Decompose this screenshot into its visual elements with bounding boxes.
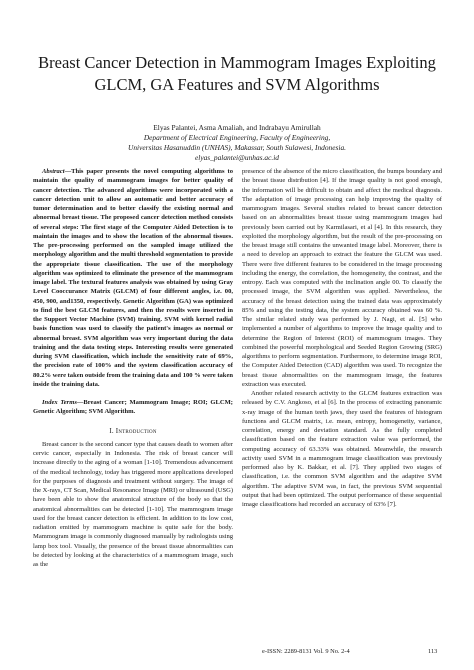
paper-title: Breast Cancer Detection in Mammogram Images Exploiting GLCM, GA Features and SVM Algorithms [38,53,436,94]
introduction-paragraph-1: Breast cancer is the second cancer type that causes death to women after cervic cancer, especially in Indonesia. The risk of breast cancer will increase directly to the aging of a woman [1-10]. Tremendous advancement of the medical technology, today has triggered more applications developed for the purposes of diagnosis and treatment without surgery. The image of the X-rays, CT Scan, Medical Resonance Image (MRI) or ultrasound (USG) have been able to show the anatomical structure of the body so that the anatomical abnormalities can be detected [1-10]. The mammogram image used for the breast cancer detection is efficient. In addition to its low cost, radiation emitted by mammogram machine is quite safe for the body. Mammogram image is commonly diagnosed manually by radiologists using lamp box tool. Visually, the presence of the breast tissue abnormalities can be detected by looking at the characteristics of a mammogram image, such as the [33,440,233,568]
section-title: Introduction [115,426,157,435]
affiliation-line-1: Department of Electrical Engineering, Faculty of Engineering, [143,133,331,142]
right-column [242,167,442,509]
introduction-paragraph-2: presence of the absence of the micro classification, the bumps boundary and the breast tissue distribution [4]. If the image quality is not good enough, the information will be difficult to obtain and affect the medical diagnosis. The adaptation of image processing can help improving the quality of mammogram images. Several studies related to breast cancer detection based on an abnormalities breast tissue using mammogram images had previously been carried out by Karmilasari, et al [4]. In this research, they exploited the morphology algorithm, but the result of the pre-processing on the breast image still contains the unwanted image label. Moreover, there is a need to develop an approach to extract the feature the GLCM was used. There were five different features to be considered in the image processing including the energy, the correlation, the homogeneity, the contrast, and the entropy. Each was computed with the inclination angle 00. To classify the processed image, the SVM algorithm was applied. Nevertheless, the accuracy of the breast detection using the trained data was approximately 85% and using the testing data, the system accuracy obtained was 60 %. The similar related study was performed by J. Nagi, et al. [5] who implemented a number of algorithms to improve the image quality and to determine the Region of Interest (ROI) of mammogram images. They combined the powerful morphological and Seeded Region Growing (SRG) algorithms to perform segmentation. Furthermore, to determine image ROI, the Computer Aided Detection (CAD) algorithm was used. To recognize the breast tissue abnormalities on the mammogram image, the features extraction was executed. [242,168,442,388]
abstract-label: Abstract [42,168,65,175]
left-column [33,167,233,569]
abstract-text: —This paper presents the novel computing algorithms to maintain the quality of mammogram images for better quality of cancer detection. The advanced algorithms were incorporated with a cancer detection unit to allow an automatic and better accuracy of tumor determination and to better classify the existing normal and abnormal breast tissue. The proposed cancer detection method consists of several steps: The first stage of the Computer Aided Detection is to maintain the images and to show the location of the abnormal tissues. The pre-processing performed on the sampled image utilized the morphology algorithm and the multi threshold segmentation to provide the appropriate tissue classification. The use of the morphology algorithm was optimized to eliminate the presence of the mammogram image label. The textural features analysis was obtained by using Gray Level Cooccurance Matrix (GLCM) of four different angles, i.e. 00, 450, 900, and1350, respectively. Genetic Algorithm (GA) was optimized to find the best GLCM features, and then the results were inserted in the Support Vector Machine (SVM) training. SVM with kernel radial basis function was used to classify the patient's images as normal or abnormal breast. SVM algorithm was very important during the data training and the data testing steps. Interesting results were generated during SVM classification, which include the sensitivity rate of 69%, the precision rate of 100% and the system classification accuracy of 80.2% were taken outside from the training data and 100 % were taken inside the training data. [33,168,233,388]
affiliation-line-2: Universitas Hasanuddin (UNHAS), Makassar, South Sulawesi, Indonesia. [127,143,346,152]
page-number: 113 [428,648,438,655]
abstract-paragraph [33,167,233,389]
index-terms [33,398,233,417]
index-terms-text: —Breast Cancer; Mammogram Image; ROI; GLCM; Genetic Algorithm; SVM Algorithm. [33,399,233,416]
section-heading-introduction [33,427,233,436]
introduction-paragraph-3: Another related research activity to the GLCM features extraction was released by C.V. Angkoso, et al [6]. In the process of extracting panoramic x-ray image of the human teeth jaws, they used the features of histogram functions and GLCM matrix, i.e. mean, entropy, homogeneity, variance, correlation, energy and deviation standard. As the fully completed classification based on the feature extraction value was performed, the computing accuracy of 63.33% was obtained. Meanwhile, the research activity used SVM in a mammogram image classification was previously performed also by K. Bakkar, et al. [7]. They applied two stages of classification, i.e. the common SVM algorithm and the adaptive SVM algorithm. The adaptive SVM was, in fact, the previous SVM sequential output that had been optimized. The output performance of these sequential image classifications had recorded an accuracy of 63% [7]. [242,390,442,508]
index-terms-label: Index Terms [42,399,77,406]
author-block [20,123,454,163]
section-number: I. [109,426,114,435]
footer-issn: e-ISSN: 2289-8131 Vol. 9 No. 2-4 [262,648,350,655]
author-email: elyas_palantei@unhas.ac.id [195,153,279,162]
author-names: Elyas Palantei, Asma Amaliah, and Indrabayu Amirullah [153,123,321,132]
